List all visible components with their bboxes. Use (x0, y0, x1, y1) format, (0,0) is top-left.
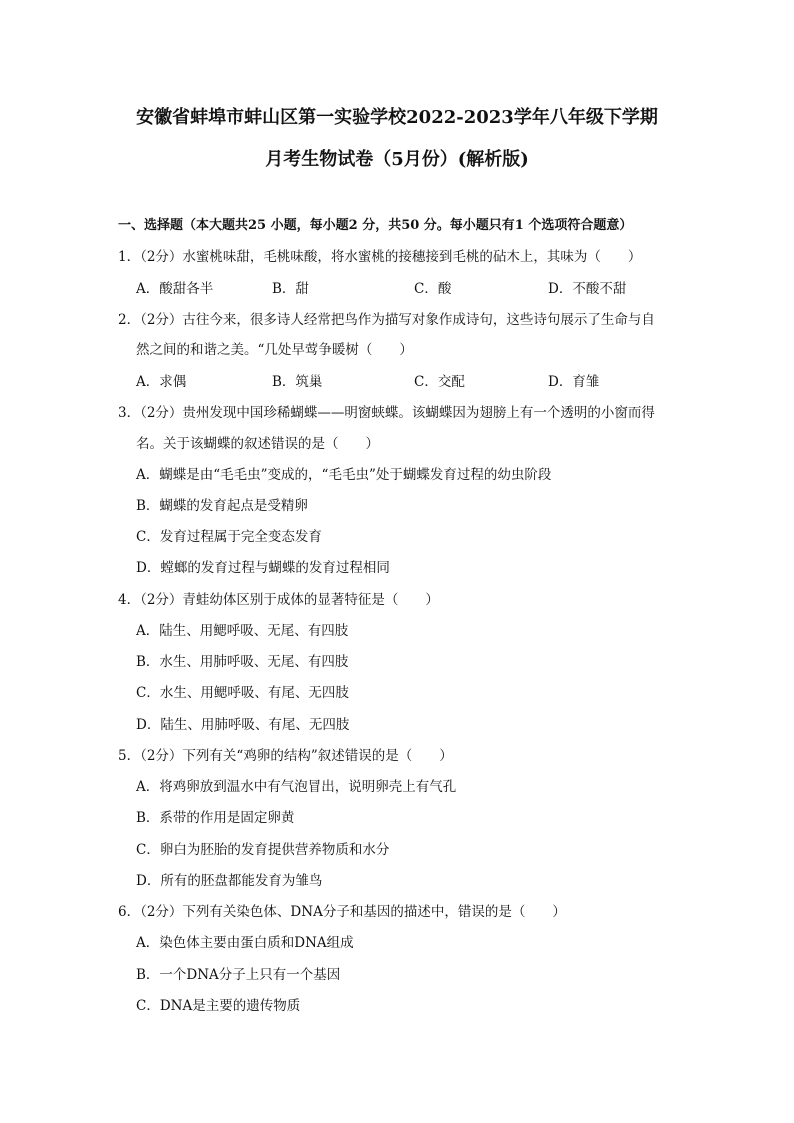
question-6-option-c: C．DNA是主要的遗传物质 (136, 998, 301, 1014)
question-6-option-b: B．一个DNA分子上只有一个基因 (136, 967, 341, 983)
question-5-stem: 5．（2分）下列有关“鸡卵的结构”叙述错误的是（ ） (118, 748, 453, 764)
question-3-option-b: B．蝴蝶的发育起点是受精卵 (136, 498, 308, 514)
question-1-option-c: C．酸 (414, 281, 452, 297)
question-1-stem: 1．（2分）水蜜桃味甜，毛桃味酸，将水蜜桃的接穗接到毛桃的砧木上，其味为（ ） (118, 249, 642, 265)
document-title-line-2: 月考生物试卷（5月份）(解析版) (265, 149, 529, 170)
question-4-option-c: C．水生、用鳃呼吸、有尾、无四肢 (136, 685, 349, 701)
question-1-option-b: B．甜 (272, 281, 309, 297)
question-2-stem: 2．（2分）古往今来，很多诗人经常把鸟作为描写对象作成诗句，这些诗句展示了生命与自 (118, 312, 655, 328)
question-5-option-d: D．所有的胚盘都能发育为雏鸟 (136, 873, 323, 889)
question-5-option-b: B．系带的作用是固定卵黄 (136, 810, 295, 826)
question-4-option-a: A．陆生、用鳃呼吸、无尾、有四肢 (136, 623, 349, 639)
question-1-option-d: D．不酸不甜 (548, 281, 627, 297)
document-title-line-1: 安徽省蚌埠市蚌山区第一实验学校2022-2023学年八年级下学期 (136, 107, 658, 128)
question-1-option-a: A．酸甜各半 (136, 281, 214, 297)
question-3-option-d: D．螳螂的发育过程与蝴蝶的发育过程相同 (136, 560, 390, 576)
question-6-option-a: A．染色体主要由蛋白质和DNA组成 (136, 935, 354, 951)
question-4-stem: 4．（2分）青蛙幼体区别于成体的显著特征是（ ） (118, 592, 439, 608)
question-4-option-d: D．陆生、用肺呼吸、有尾、无四肢 (136, 717, 350, 733)
question-5-option-a: A．将鸡卵放到温水中有气泡冒出，说明卵壳上有气孔 (136, 779, 457, 795)
section-header: 一、选择题（本大题共25 小题，每小题2 分，共50 分。每小题只有1 个选项符合题意） (118, 218, 633, 233)
question-3-stem-continued: 名。关于该蝴蝶的叙述错误的是（ ） (136, 436, 379, 452)
question-2-option-c: C．交配 (414, 374, 465, 390)
question-3-option-a: A．蝴蝶是由“毛毛虫”变成的，“毛毛虫”处于蝴蝶发育过程的幼虫阶段 (136, 467, 552, 483)
question-2-option-d: D．育雏 (548, 374, 600, 390)
question-6-stem: 6．（2分）下列有关染色体、DNA分子和基因的描述中，错误的是（ ） (118, 904, 566, 920)
question-2-stem-continued: 然之间的和谐之美。“几处早莺争暖树（ ） (136, 342, 413, 358)
question-4-option-b: B．水生、用肺呼吸、无尾、有四肢 (136, 654, 349, 670)
question-3-stem: 3．（2分）贵州发现中国珍稀蝴蝶——明窗蛱蝶。该蝴蝶因为翅膀上有一个透明的小窗而得 (118, 405, 655, 421)
question-3-option-c: C．发育过程属于完全变态发育 (136, 529, 322, 545)
question-2-option-b: B．筑巢 (272, 374, 323, 390)
question-2-option-a: A．求偶 (136, 374, 187, 390)
question-5-option-c: C．卵白为胚胎的发育提供营养物质和水分 (136, 842, 390, 858)
